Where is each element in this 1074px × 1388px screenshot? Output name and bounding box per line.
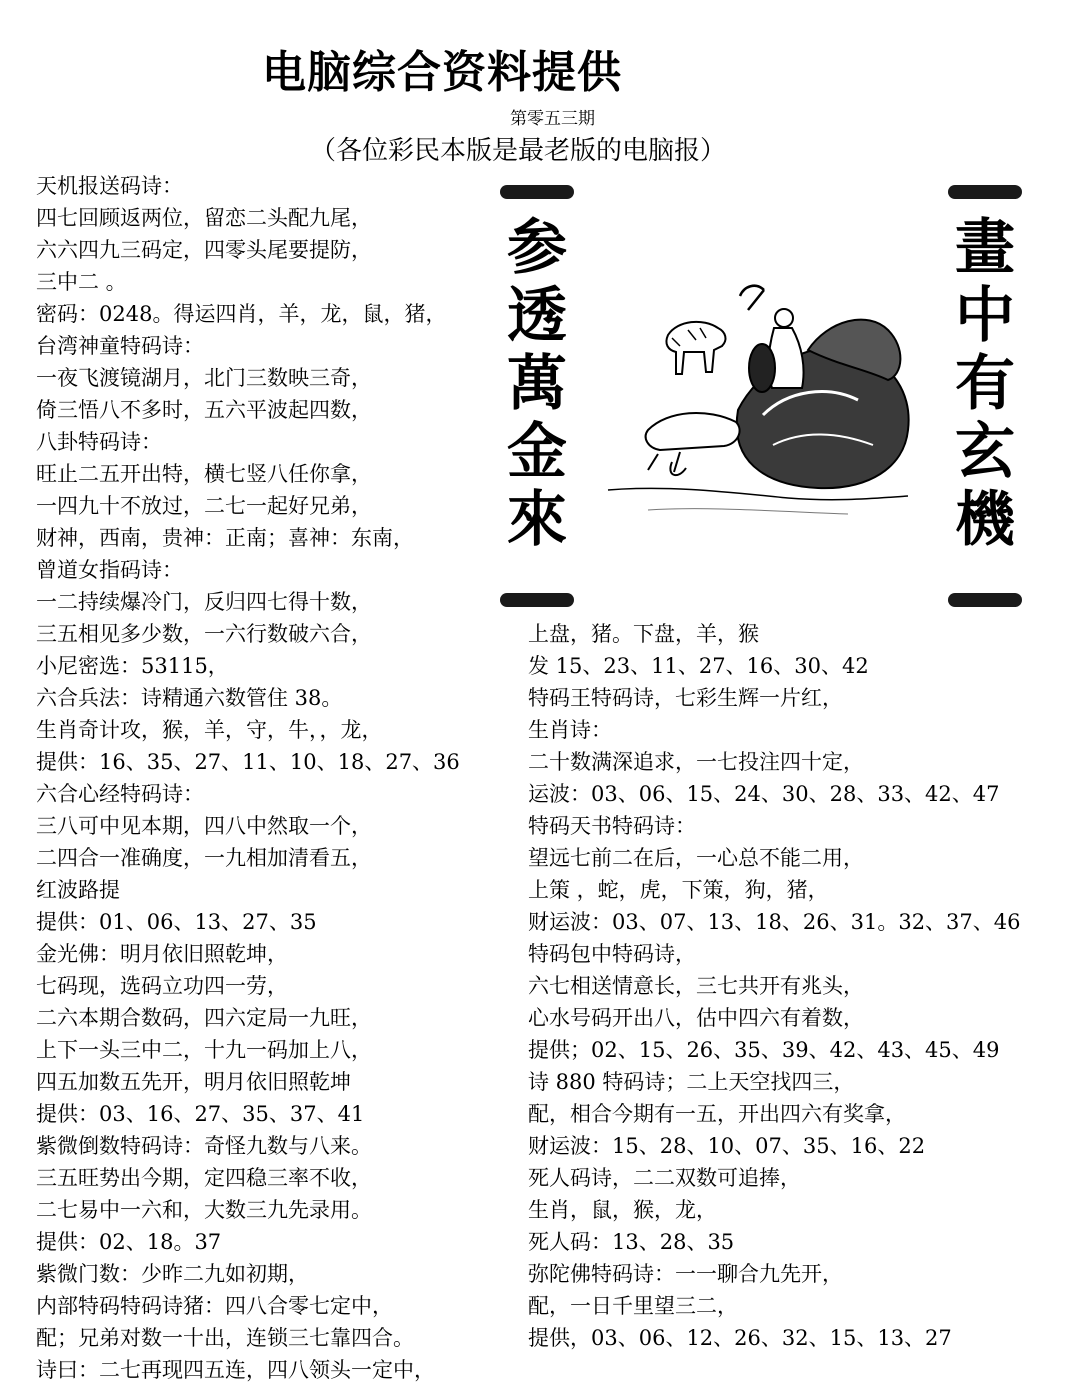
lying-animal [648,452,686,475]
text-line: 上下一头三中二，十九一码加上八， [36,1038,372,1062]
text-line: 提供；02、15、26、35、39、42、43、45、49 [528,1038,1000,1062]
text-line: 紫微门数：少昨二九如初期， [36,1262,309,1286]
text-line: 六合心经特码诗： [36,782,204,806]
text-line: 四五加数五先开，明月依旧照乾坤 [36,1070,351,1094]
left-scroll [497,185,574,605]
drum-shape [749,344,775,392]
text-line: 金光佛：明月依旧照乾坤， [36,942,288,966]
text-line: 提供：16、35、27、11、10、18、27、36 [36,750,460,774]
page-subtitle: （各位彩民本版是最老版的电脑报） [310,136,727,166]
text-line: 三五相见多少数，一六行数破六合， [36,622,372,646]
text-line: 三中二 。 [36,270,127,294]
text-line: 死人码：13、28、35 [528,1230,735,1254]
text-line: 提供：01、06、13、27、35 [36,910,317,934]
text-line: 小尼密选：53115， [36,654,229,678]
text-line: 发 15、23、11、27、16、30、42 [528,654,869,678]
text-line: 六七相送情意长，三七共开有兆头， [528,974,864,998]
text-line: 二四合一准确度，一九相加清看五， [36,846,372,870]
text-line: 天机报送码诗： [36,174,183,198]
text-line: 生肖诗： [528,718,612,742]
text-line: 配，一日千里望三二， [528,1294,738,1318]
text-line: 八卦特码诗： [36,430,162,454]
sickle-icon [740,286,764,310]
text-line: 望远七前二在后，一心总不能二用， [528,846,864,870]
text-line: 二七易中一六和，大数三九先录用。 [36,1198,372,1222]
text-line: 一夜飞渡镜湖月，北门三数映三奇， [36,366,372,390]
text-line: 四七回顾返两位，留恋二头配九尾， [36,206,372,230]
lying-animal [646,413,740,450]
text-line: 运波：03、06、15、24、30、28、33、42、47 [528,782,1000,806]
text-line: 生肖奇计攻，猴，羊，守，牛，，龙， [36,718,383,742]
text-line: 特码包中特码诗， [528,942,696,966]
text-line: 三五旺势出今期，定四稳三率不收， [36,1166,372,1190]
ground-line [608,488,908,499]
ink-illustration [588,240,918,540]
right-scroll [945,185,1022,605]
text-line: 提供：02、18。37 [36,1230,222,1254]
text-line: 二六本期合数码，四六定局一九旺， [36,1006,372,1030]
right-scroll-text: 畫中有玄機 [945,215,1015,555]
text-line: 内部特码特码诗猪：四八合零七定中， [36,1294,393,1318]
text-line: 死人码诗，二二双数可追捧， [528,1166,801,1190]
scroll-rod-bottom [948,593,1022,607]
text-line: 倚三悟八不多时，五六平波起四数， [36,398,372,422]
text-line: 台湾神童特码诗： [36,334,204,358]
text-line: 二十数满深追求，一七投注四十定， [528,750,864,774]
text-line: 配，相合今期有一五，开出四六有奖拿， [528,1102,906,1126]
boar-figure [666,322,725,374]
text-line: 六六四九三码定，四零头尾要提防， [36,238,372,262]
text-line: 弥陀佛特码诗：一一聊合九先开， [528,1262,843,1286]
text-line: 诗曰：二七再现四五连，四八领头一定中， [36,1358,435,1382]
text-line: 上策 ，蛇，虎，下策，狗，猪， [528,878,829,902]
text-line: 六合兵法：诗精通六数管住 38。 [36,686,343,710]
text-line: 上盘，猪。下盘，羊，猴 [528,622,759,646]
left-scroll-text: 参透萬金來 [497,215,567,555]
text-line: 财神，西南，贵神：正南；喜神：东南， [36,526,414,550]
text-line: 三八可中见本期，四八中然取一个， [36,814,372,838]
text-line: 生肖，鼠，猴，龙， [528,1198,717,1222]
text-line: 配；兄弟对数一十出，连锁三七靠四合。 [36,1326,414,1350]
text-line: 密码：0248。得运四肖，羊，龙，鼠，猪， [36,302,447,326]
scroll-rod-bottom [500,593,574,607]
text-line: 诗 880 特码诗；二上天空找四三， [528,1070,855,1094]
text-line: 提供，03、06、12、26、32、15、13、27 [528,1326,952,1350]
text-line: 财运波：15、28、10、07、35、16、22 [528,1134,926,1158]
scroll-rod-top [500,185,574,199]
ground-line [648,509,848,514]
text-line: 提供：03、16、27、35、37、41 [36,1102,365,1126]
text-line: 特码王特码诗，七彩生辉一片红， [528,686,843,710]
text-line: 曾道女指码诗： [36,558,183,582]
scroll-rod-top [948,185,1022,199]
text-line: 一四九十不放过，二七一起好兄弟， [36,494,372,518]
text-line: 心水号码开出八，估中四六有着数， [528,1006,864,1030]
page-title: 电脑综合资料提供 [262,47,622,98]
text-line: 财运波：03、07、13、18、26、31。32、37、46 [528,910,1021,934]
issue-number: 第零五三期 [510,109,595,129]
text-line: 旺止二五开出特，横七竖八任你拿， [36,462,372,486]
text-line: 紫微倒数特码诗：奇怪九数与八来。 [36,1134,372,1158]
text-line: 七码现，选码立功四一劳， [36,974,288,998]
text-line: 一二持续爆冷门，反归四七得十数， [36,590,372,614]
person-head [775,309,793,327]
text-line: 红波路提 [36,878,120,902]
text-line: 特码天书特码诗： [528,814,696,838]
